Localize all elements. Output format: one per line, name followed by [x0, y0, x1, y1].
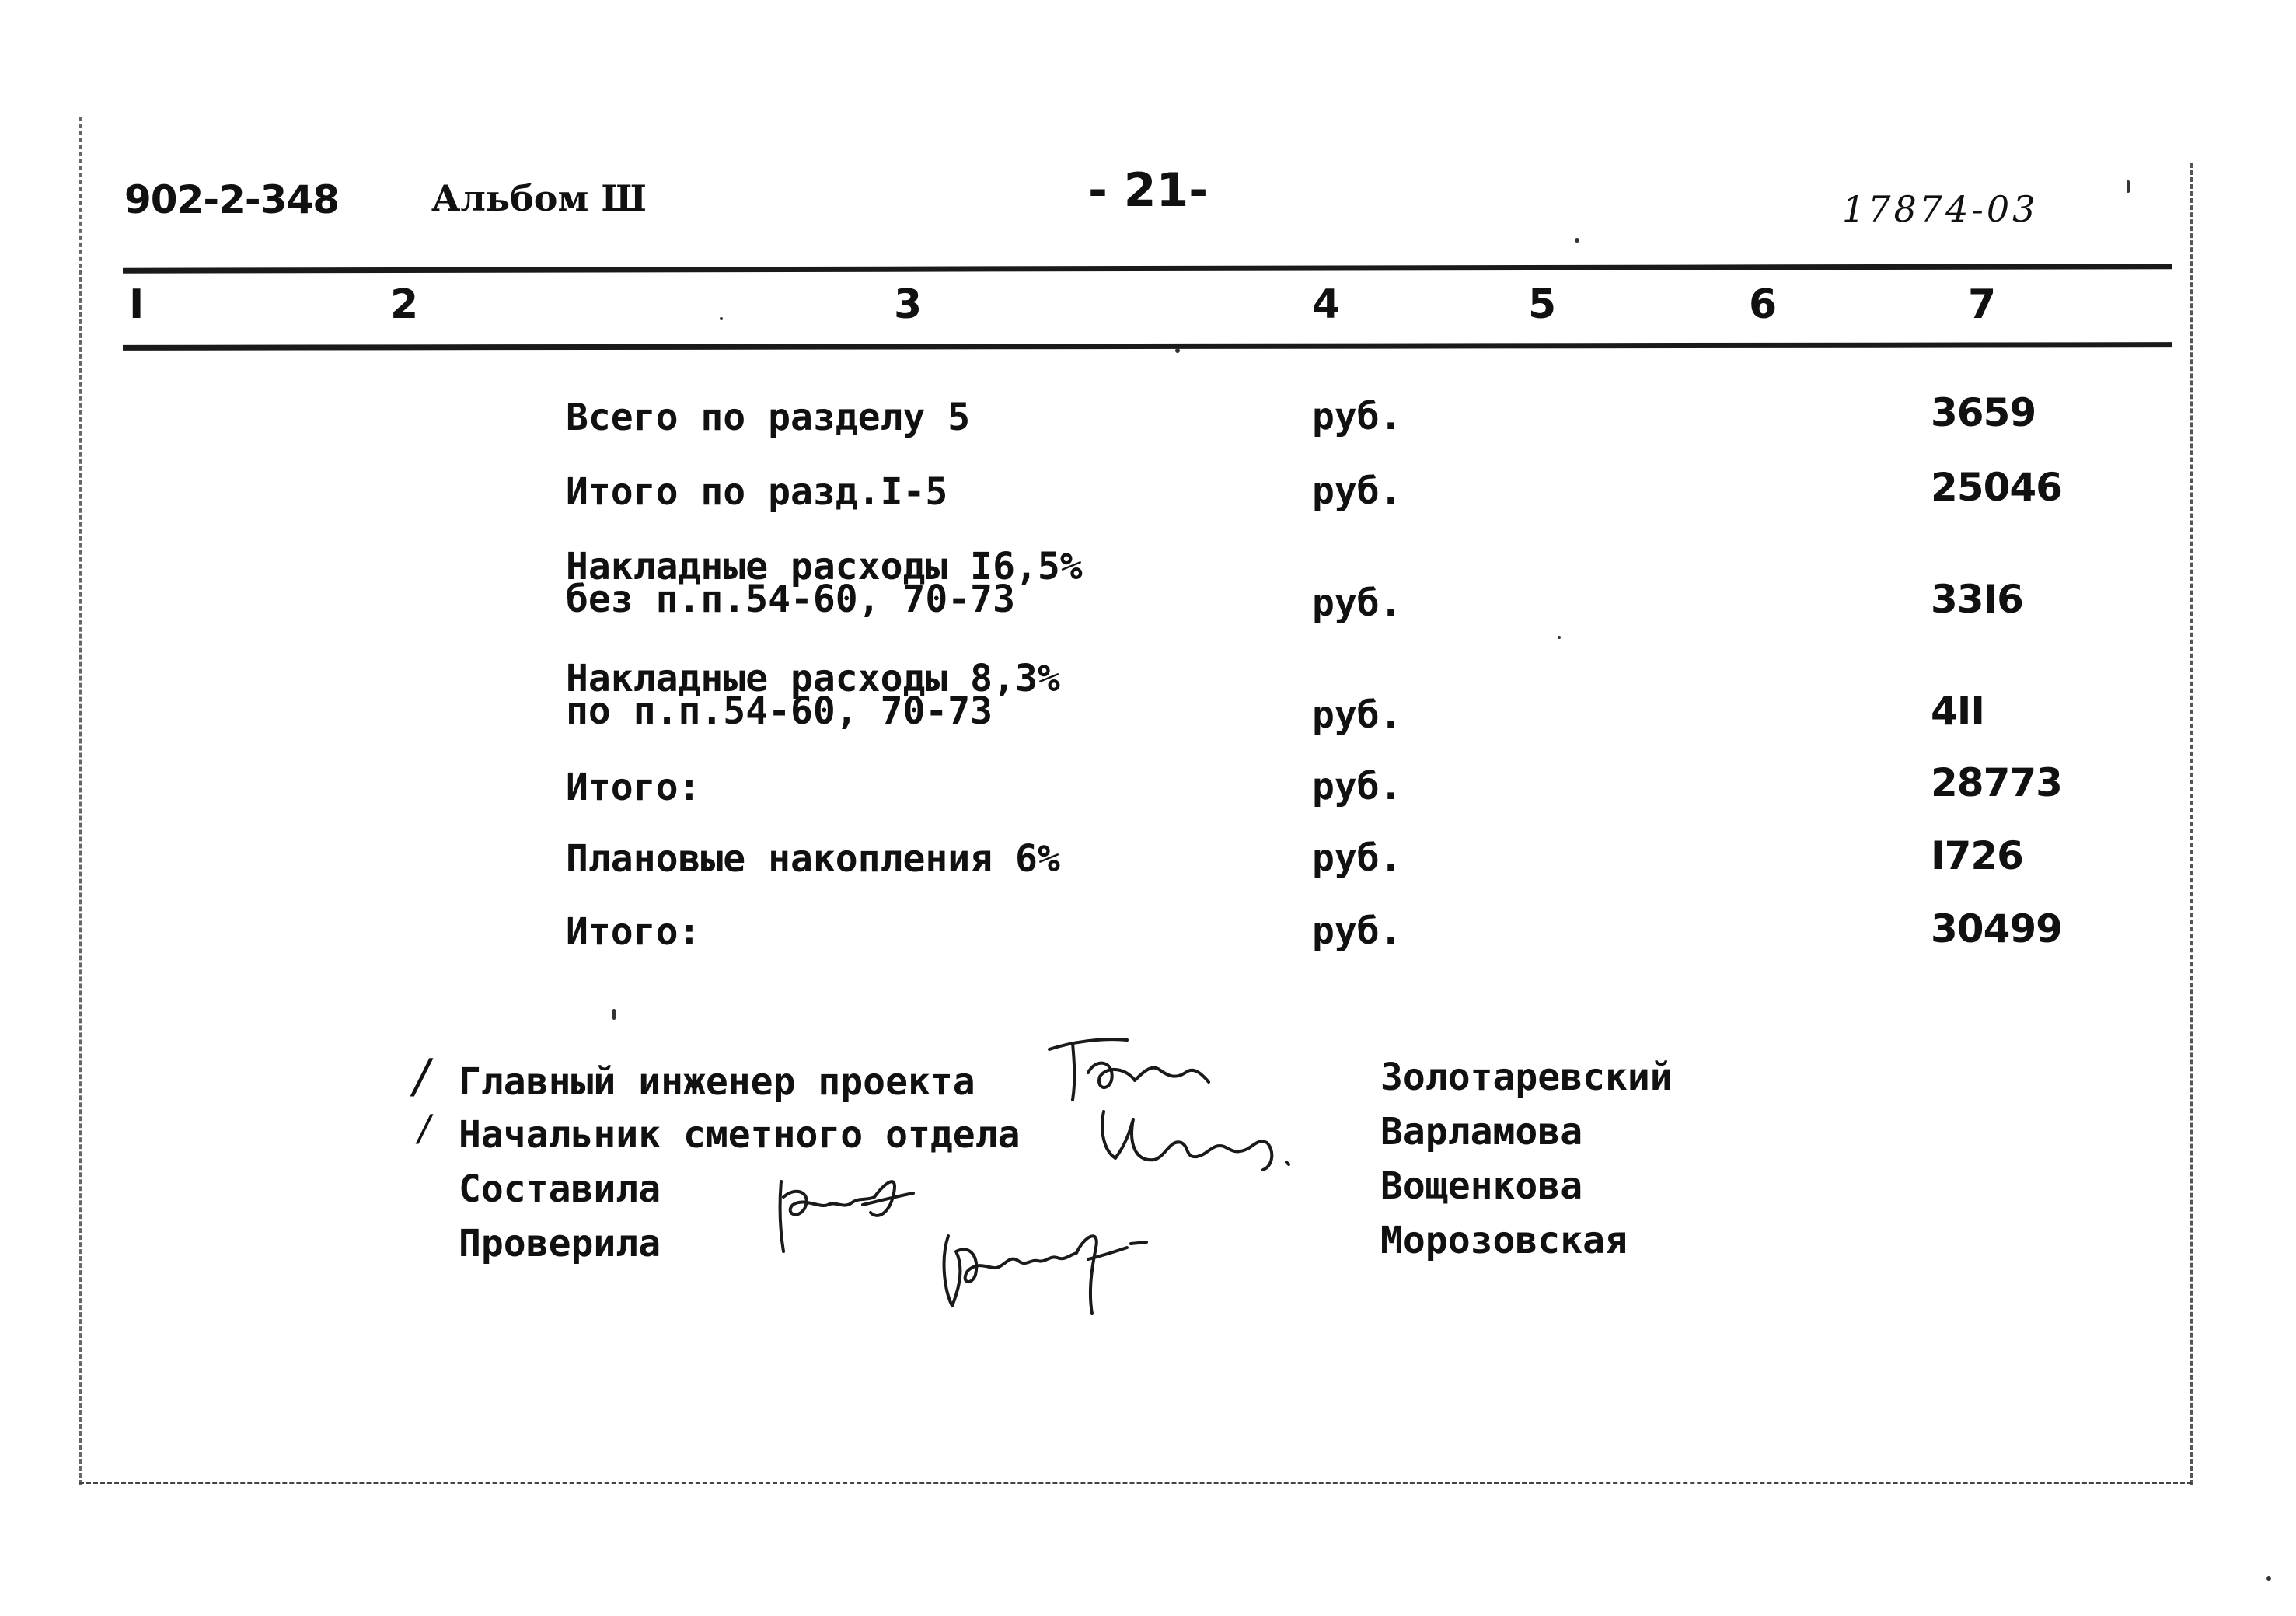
- scan-speck: [1575, 238, 1579, 243]
- row-value: 33I6: [1931, 577, 2023, 622]
- signatory-title: Начальник сметного отдела: [459, 1113, 1021, 1157]
- column-header-5: 5: [1528, 281, 1557, 328]
- scan-speck: [1558, 636, 1561, 639]
- signatory-name: Морозовская: [1380, 1219, 1628, 1262]
- row-unit: руб.: [1312, 693, 1402, 737]
- row-value: I726: [1931, 833, 2023, 878]
- column-header-7: 7: [1968, 281, 1997, 328]
- row-value: 4II: [1931, 689, 1984, 734]
- document-code: 902-2-348: [124, 177, 340, 222]
- page-number: - 21-: [1088, 163, 1209, 218]
- row-label: Итого:: [566, 910, 701, 954]
- row-label-line2: по п.п.54-60, 70-73: [566, 689, 993, 733]
- column-header-3: 3: [894, 281, 923, 328]
- signatory-name: Вощенкова: [1380, 1164, 1583, 1208]
- column-header-4: 4: [1312, 281, 1341, 328]
- row-unit: руб.: [1312, 581, 1402, 625]
- album-label: Альбом Ш: [431, 177, 647, 219]
- handwritten-signature-estimate-head: [1088, 1096, 1306, 1181]
- scan-speck: [1175, 348, 1180, 353]
- row-label: Итого:: [566, 766, 701, 809]
- signatory-title: Проверила: [459, 1222, 661, 1265]
- frame-bottom-edge: [79, 1482, 2192, 1484]
- handwritten-signature-checker: [933, 1213, 1166, 1329]
- row-unit: руб.: [1312, 836, 1402, 880]
- scan-speck: [612, 1009, 616, 1020]
- table-header-bottom-rule: [123, 342, 2172, 351]
- row-value: 28773: [1931, 760, 2062, 805]
- row-label-line1: Накладные расходы I6,5%: [566, 545, 1083, 588]
- handwritten-signature-compiler: [769, 1166, 925, 1259]
- row-label: Итого по разд.I-5: [566, 470, 948, 514]
- signatory-name: Золотаревский: [1380, 1056, 1673, 1099]
- frame-left-edge: [79, 117, 82, 1485]
- table-header-top-rule: [123, 264, 2172, 274]
- scan-speck: [2127, 180, 2130, 193]
- row-value: 30499: [1931, 906, 2062, 951]
- row-label-line2: без п.п.54-60, 70-73: [566, 578, 1015, 621]
- row-unit: руб.: [1312, 395, 1402, 438]
- slash-mark: /: [413, 1049, 430, 1104]
- row-label: Всего по разделу 5: [566, 396, 971, 439]
- row-value: 3659: [1931, 390, 2036, 435]
- scan-speck: [2266, 1576, 2271, 1581]
- frame-right-edge: [2190, 163, 2193, 1485]
- row-label-line1: Накладные расходы 8,3%: [566, 657, 1060, 700]
- row-unit: руб.: [1312, 909, 1402, 953]
- row-value: 25046: [1931, 465, 2062, 510]
- slash-mark: /: [418, 1107, 431, 1149]
- column-header-1: I: [129, 281, 145, 328]
- scan-speck: [720, 317, 723, 320]
- signatory-title: Составила: [459, 1167, 661, 1211]
- signatory-name: Варламова: [1380, 1110, 1583, 1154]
- signatory-title: Главный инженер проекта: [459, 1060, 975, 1104]
- column-header-2: 2: [390, 281, 419, 328]
- row-label: Плановые накопления 6%: [566, 837, 1060, 881]
- row-unit: руб.: [1312, 469, 1402, 513]
- row-unit: руб.: [1312, 765, 1402, 808]
- column-header-6: 6: [1749, 281, 1778, 328]
- inventory-number: 17874-03: [1842, 188, 2039, 230]
